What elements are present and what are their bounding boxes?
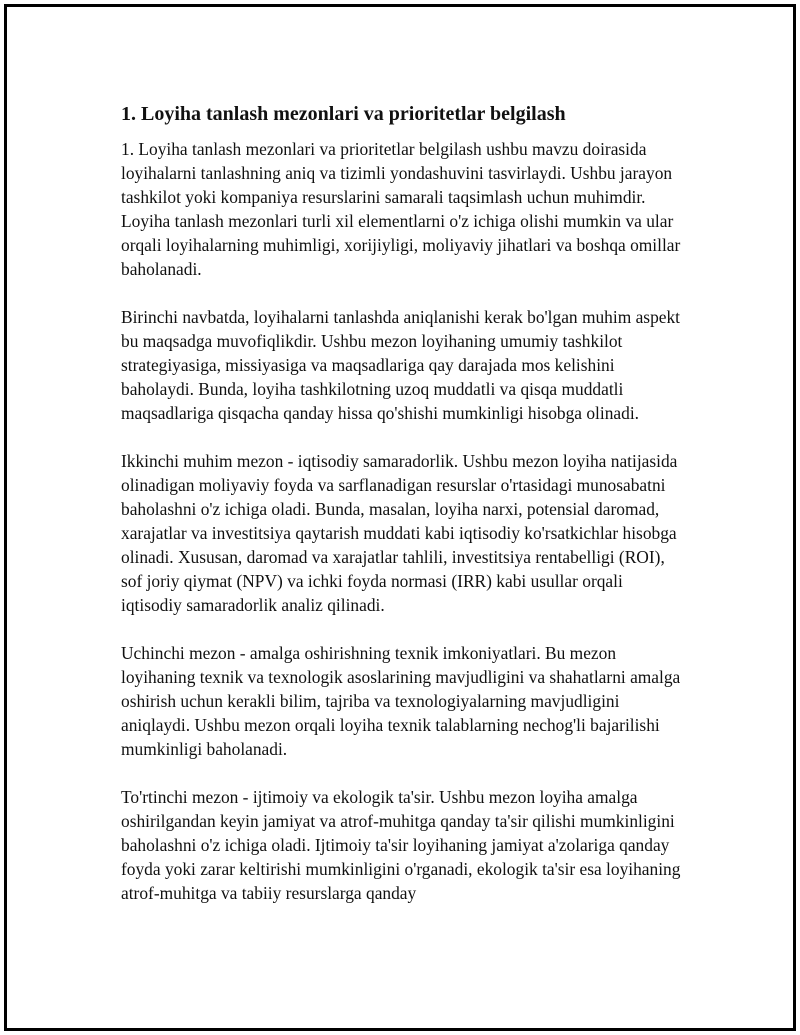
paragraph-intro: 1. Loyiha tanlash mezonlari va prioritetlar belgilash ushbu mavzu doirasida loyihalarni tanlashning aniq va tizimli yondashuvini tasvirlaydi. Ushbu jarayon tashkilot yoki kompaniya resurslarini samarali taqsimlash uchun muhimdir. Loyiha tanlash mezonlari turli xil elementlarni o'z ichiga olishi mumkin va ular orqali loyihalarning muhimligi, xorijiyligi, moliyaviy jihatlari va boshqa omillar baholanadi.	[121, 139, 681, 279]
paragraph-fourth-criterion: To'rtinchi mezon - ijtimoiy va ekologik ta'sir. Ushbu mezon loyiha amalga oshirilgandan keyin jamiyat va atrof-muhitga qanday ta'sir qilishi mumkinligini baholashni o'z ichiga oladi. Ijtimoiy ta'sir loyihaning jamiyat a'zolariga qanday foyda yoki zarar keltirishi mumkinligini o'rganadi, ekologik ta'sir esa loyihaning atrof-muhitga va tabiiy resurslarga qanday	[121, 787, 681, 903]
document-title: 1. Loyiha tanlash mezonlari va prioritetlar belgilash	[121, 103, 566, 125]
paragraph-third-criterion: Uchinchi mezon - amalga oshirishning texnik imkoniyatlari. Bu mezon loyihaning texnik va texnologik asoslarining mavjudligini va shahatlarni amalga oshirish uchun kerakli bilim, tajriba va texnologiyalarning mavjudligini aniqlaydi. Ushbu mezon orqali loyiha texnik talablarning nechog'li bajarilishi mumkinligi baholanadi.	[121, 643, 681, 759]
page-frame	[4, 4, 796, 1031]
document-body	[121, 101, 681, 929]
paragraph-first-criterion: Birinchi navbatda, loyihalarni tanlashda aniqlanishi kerak bo'lgan muhim aspekt bu maqsadga muvofiqlikdir. Ushbu mezon loyihaning umumiy tashkilot strategiyasiga, missiyasiga va maqsadlariga qay darajada mos kelishini baholaydi. Bunda, loyiha tashkilotning uzoq muddatli va qisqa muddatli maqsadlariga qisqacha qanday hissa qo'shishi mumkinligi hisobga olinadi.	[121, 307, 681, 423]
paragraph-second-criterion: Ikkinchi muhim mezon - iqtisodiy samaradorlik. Ushbu mezon loyiha natijasida olinadigan moliyaviy foyda va sarflanadigan resurslar o'rtasidagi munosabatni baholashni o'z ichiga oladi. Bunda, masalan, loyiha narxi, potensial daromad, xarajatlar va investitsiya qaytarish muddati kabi iqtisodiy ko'rsatkichlar hisobga olinadi. Xususan, daromad va xarajatlar tahlili, investitsiya rentabelligi (ROI), sof joriy qiymat (NPV) va ichki foyda normasi (IRR) kabi usullar orqali iqtisodiy samaradorlik analiz qilinadi.	[121, 451, 678, 615]
